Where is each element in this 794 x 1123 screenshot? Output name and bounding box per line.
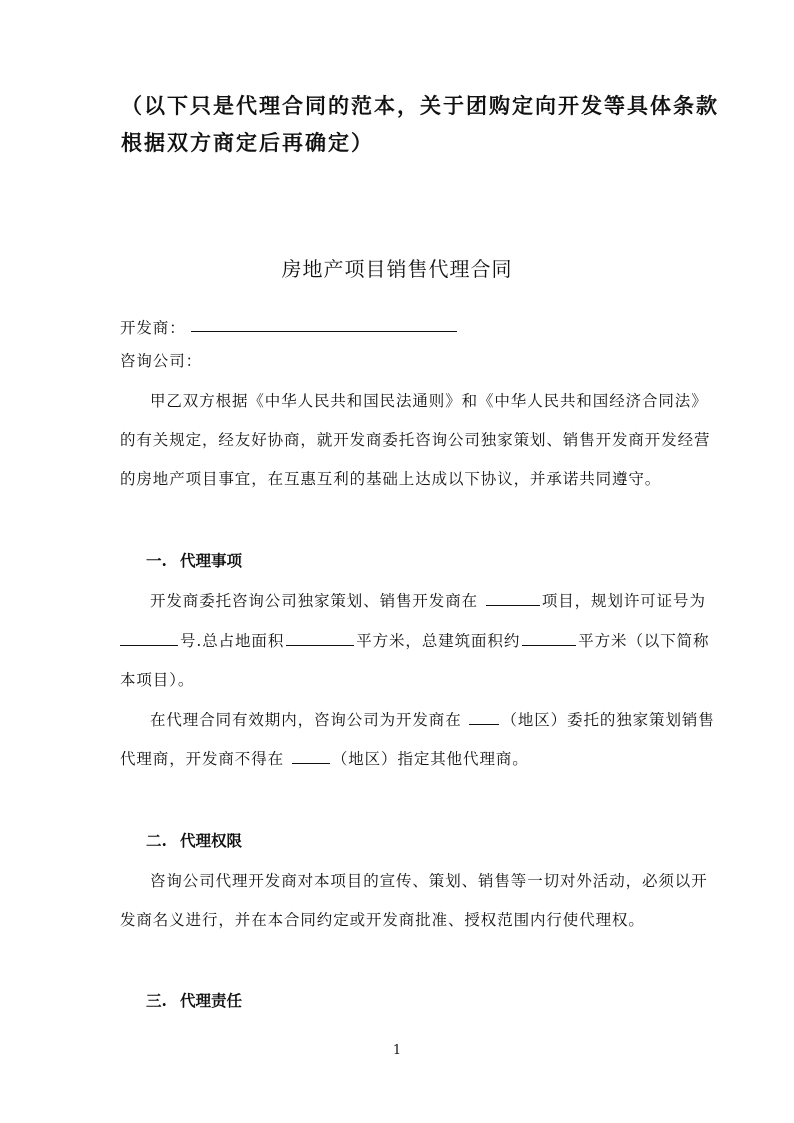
text-segment: 平方米（以下简称 (578, 632, 710, 650)
land-area-blank[interactable] (286, 644, 354, 646)
section-1-p1-line-3: 本项目）。 (120, 671, 195, 689)
consultant-label: 咨询公司： (120, 352, 203, 370)
text-segment: （地区）委托的独家策划销售 (501, 711, 715, 729)
text-segment: 号.总占地面积 (180, 632, 285, 650)
text-segment: 平方米，总建筑面积约 (356, 632, 521, 650)
section-3-heading: 代理责任 (180, 991, 243, 1010)
preamble-line-1: 甲乙双方根据《中华人民共和国民法通则》和《中华人民共和国经济合同法》 (150, 392, 708, 410)
region-blank-2[interactable] (292, 762, 330, 764)
page-number: 1 (392, 1043, 402, 1058)
text-segment: 代理商，开发商不得在 (120, 750, 285, 768)
region-blank-1[interactable] (469, 723, 499, 725)
section-1-p2-line-2 (120, 747, 529, 769)
text-segment: 在代理合同有效期内，咨询公司为开发商在 (150, 711, 462, 729)
note-line-2: 根据双方商定后再确定） (121, 130, 374, 155)
text-segment: （地区）指定其他代理商。 (331, 750, 529, 768)
section-1-p1-line-1 (150, 589, 706, 611)
project-name-blank[interactable] (486, 604, 540, 606)
preamble-line-2: 的有关规定，经友好协商，就开发商委托咨询公司独家策划、销售开发商开发经营 (120, 431, 711, 449)
text-segment: 开发商委托咨询公司独家策划、销售开发商在 (150, 592, 479, 610)
text-segment: 项目，规划许可证号为 (541, 592, 706, 610)
developer-label: 开发商： (120, 319, 186, 337)
section-2-heading: 代理权限 (180, 831, 243, 850)
section-1-p2-line-1 (150, 708, 715, 730)
section-2-p1-line-1: 咨询公司代理开发商对本项目的宣传、策划、销售等一切对外活动，必须以开 (150, 872, 708, 890)
section-1-heading: 代理事项 (180, 551, 243, 570)
section-1-p1-line-2 (120, 629, 709, 651)
section-1-number: 一. (146, 551, 167, 570)
note-line-1: （以下只是代理合同的范本，关于团购定向开发等具体条款 (121, 93, 719, 118)
preamble-line-3: 的房地产项目事宜，在互惠互利的基础上达成以下协议，并承诺共同遵守。 (120, 470, 662, 488)
section-2-p1-line-2: 发商名义进行，并在本合同约定或开发商批准、授权范围内行使代理权。 (120, 911, 645, 929)
building-area-blank[interactable] (522, 644, 576, 646)
permit-number-blank[interactable] (120, 644, 178, 646)
developer-field[interactable] (191, 331, 457, 332)
section-2-number: 二. (146, 831, 167, 850)
document-title: 房地产项目销售代理合同 (281, 257, 513, 281)
section-3-number: 三. (146, 991, 167, 1010)
